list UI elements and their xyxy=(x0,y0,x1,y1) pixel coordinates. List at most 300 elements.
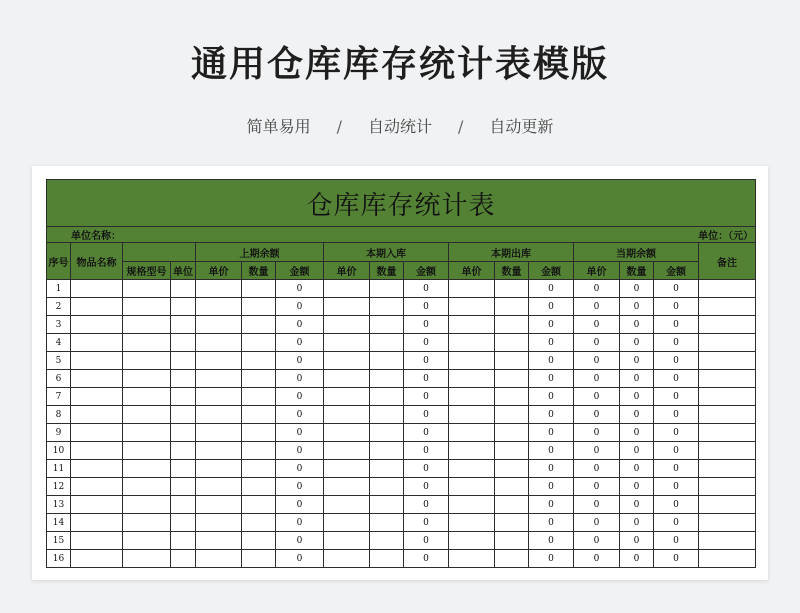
spec-cell[interactable] xyxy=(123,478,171,496)
item-name-cell[interactable] xyxy=(71,478,123,496)
cur-amount-cell[interactable]: 0 xyxy=(654,550,699,568)
header-quantity: 数量 xyxy=(370,262,404,280)
item-name-cell[interactable] xyxy=(71,388,123,406)
in-amount-cell[interactable]: 0 xyxy=(404,280,449,298)
spec-cell[interactable] xyxy=(123,352,171,370)
in-price-cell[interactable] xyxy=(324,442,370,460)
prev-qty-cell[interactable] xyxy=(242,478,276,496)
header-prev-balance: 上期余额 xyxy=(196,243,324,262)
cur-price-cell[interactable]: 0 xyxy=(574,550,620,568)
in-price-cell[interactable] xyxy=(324,496,370,514)
unit-cell[interactable] xyxy=(171,388,196,406)
unit-cell[interactable] xyxy=(171,406,196,424)
cur-amount-cell[interactable]: 0 xyxy=(654,352,699,370)
item-name-cell[interactable] xyxy=(71,442,123,460)
cur-amount-cell[interactable]: 0 xyxy=(654,370,699,388)
cur-amount-cell[interactable]: 0 xyxy=(654,442,699,460)
in-qty-cell[interactable] xyxy=(370,460,404,478)
out-qty-cell[interactable] xyxy=(495,532,529,550)
remark-cell[interactable] xyxy=(699,352,756,370)
prev-amount-cell[interactable]: 0 xyxy=(276,352,324,370)
in-qty-cell[interactable] xyxy=(370,298,404,316)
unit-cell[interactable] xyxy=(171,496,196,514)
prev-qty-cell[interactable] xyxy=(242,298,276,316)
in-price-cell[interactable] xyxy=(324,532,370,550)
out-amount-cell[interactable]: 0 xyxy=(529,496,574,514)
in-amount-cell[interactable]: 0 xyxy=(404,298,449,316)
in-amount-cell[interactable]: 0 xyxy=(404,334,449,352)
in-qty-cell[interactable] xyxy=(370,496,404,514)
in-price-cell[interactable] xyxy=(324,406,370,424)
out-price-cell[interactable] xyxy=(449,442,495,460)
out-qty-cell[interactable] xyxy=(495,298,529,316)
prev-price-cell[interactable] xyxy=(196,334,242,352)
remark-cell[interactable] xyxy=(699,550,756,568)
in-amount-cell[interactable]: 0 xyxy=(404,532,449,550)
cur-qty-cell[interactable]: 0 xyxy=(620,334,654,352)
cur-qty-cell[interactable]: 0 xyxy=(620,352,654,370)
row-index-cell[interactable]: 8 xyxy=(47,406,71,424)
prev-qty-cell[interactable] xyxy=(242,424,276,442)
prev-amount-cell[interactable]: 0 xyxy=(276,460,324,478)
in-price-cell[interactable] xyxy=(324,478,370,496)
row-index-cell[interactable]: 16 xyxy=(47,550,71,568)
prev-qty-cell[interactable] xyxy=(242,370,276,388)
out-qty-cell[interactable] xyxy=(495,442,529,460)
prev-price-cell[interactable] xyxy=(196,316,242,334)
table-row xyxy=(47,280,756,298)
prev-qty-cell[interactable] xyxy=(242,460,276,478)
in-amount-cell[interactable]: 0 xyxy=(404,442,449,460)
remark-cell[interactable] xyxy=(699,514,756,532)
prev-qty-cell[interactable] xyxy=(242,532,276,550)
cur-price-cell[interactable]: 0 xyxy=(574,442,620,460)
in-price-cell[interactable] xyxy=(324,316,370,334)
in-amount-cell[interactable]: 0 xyxy=(404,514,449,532)
unit-cell[interactable] xyxy=(171,514,196,532)
prev-amount-cell[interactable]: 0 xyxy=(276,298,324,316)
prev-qty-cell[interactable] xyxy=(242,406,276,424)
table-row xyxy=(47,460,756,478)
cur-amount-cell[interactable]: 0 xyxy=(654,298,699,316)
cur-price-cell[interactable]: 0 xyxy=(574,370,620,388)
prev-qty-cell[interactable] xyxy=(242,316,276,334)
out-amount-cell[interactable]: 0 xyxy=(529,424,574,442)
item-name-cell[interactable] xyxy=(71,460,123,478)
cur-price-cell[interactable]: 0 xyxy=(574,406,620,424)
out-price-cell[interactable] xyxy=(449,388,495,406)
out-price-cell[interactable] xyxy=(449,478,495,496)
out-qty-cell[interactable] xyxy=(495,370,529,388)
header-unit: 单位 xyxy=(171,262,196,280)
cur-qty-cell[interactable]: 0 xyxy=(620,424,654,442)
header-seq: 序号 xyxy=(47,243,71,280)
out-qty-cell[interactable] xyxy=(495,460,529,478)
header-spec: 规格型号 xyxy=(123,262,171,280)
out-amount-cell[interactable]: 0 xyxy=(529,370,574,388)
cur-amount-cell[interactable]: 0 xyxy=(654,406,699,424)
cur-qty-cell[interactable]: 0 xyxy=(620,298,654,316)
in-price-cell[interactable] xyxy=(324,550,370,568)
out-amount-cell[interactable]: 0 xyxy=(529,514,574,532)
spec-cell[interactable] xyxy=(123,532,171,550)
in-price-cell[interactable] xyxy=(324,352,370,370)
spec-cell[interactable] xyxy=(123,370,171,388)
cur-price-cell[interactable]: 0 xyxy=(574,496,620,514)
out-amount-cell[interactable]: 0 xyxy=(529,406,574,424)
in-amount-cell[interactable]: 0 xyxy=(404,316,449,334)
table-row xyxy=(47,424,756,442)
unit-cell[interactable] xyxy=(171,298,196,316)
out-price-cell[interactable] xyxy=(449,370,495,388)
prev-price-cell[interactable] xyxy=(196,550,242,568)
spec-cell[interactable] xyxy=(123,334,171,352)
out-amount-cell[interactable]: 0 xyxy=(529,388,574,406)
item-name-cell[interactable] xyxy=(71,370,123,388)
header-unit-price: 单价 xyxy=(574,262,620,280)
in-amount-cell[interactable]: 0 xyxy=(404,370,449,388)
in-qty-cell[interactable] xyxy=(370,388,404,406)
in-qty-cell[interactable] xyxy=(370,478,404,496)
in-qty-cell[interactable] xyxy=(370,424,404,442)
cur-qty-cell[interactable]: 0 xyxy=(620,478,654,496)
spec-cell[interactable] xyxy=(123,514,171,532)
table-row xyxy=(47,550,756,568)
cur-qty-cell[interactable]: 0 xyxy=(620,442,654,460)
out-qty-cell[interactable] xyxy=(495,478,529,496)
row-index-cell[interactable]: 9 xyxy=(47,424,71,442)
header-unit-price: 单价 xyxy=(196,262,242,280)
table-row xyxy=(47,298,756,316)
cur-price-cell[interactable]: 0 xyxy=(574,478,620,496)
row-index-cell[interactable]: 3 xyxy=(47,316,71,334)
cur-qty-cell[interactable]: 0 xyxy=(620,460,654,478)
unit-cell[interactable] xyxy=(171,352,196,370)
row-index-cell[interactable]: 14 xyxy=(47,514,71,532)
spec-cell[interactable] xyxy=(123,388,171,406)
remark-cell[interactable] xyxy=(699,478,756,496)
out-amount-cell[interactable]: 0 xyxy=(529,280,574,298)
prev-amount-cell[interactable]: 0 xyxy=(276,496,324,514)
out-amount-cell[interactable]: 0 xyxy=(529,352,574,370)
in-qty-cell[interactable] xyxy=(370,316,404,334)
cur-amount-cell[interactable]: 0 xyxy=(654,532,699,550)
unit-cell[interactable] xyxy=(171,442,196,460)
row-index-cell[interactable]: 10 xyxy=(47,442,71,460)
out-qty-cell[interactable] xyxy=(495,496,529,514)
prev-price-cell[interactable] xyxy=(196,406,242,424)
prev-price-cell[interactable] xyxy=(196,280,242,298)
cur-qty-cell[interactable]: 0 xyxy=(620,406,654,424)
item-name-cell[interactable] xyxy=(71,316,123,334)
subtitle-separator: / xyxy=(458,117,464,136)
spec-cell[interactable] xyxy=(123,424,171,442)
spec-cell[interactable] xyxy=(123,316,171,334)
in-amount-cell[interactable]: 0 xyxy=(404,424,449,442)
unit-cell[interactable] xyxy=(171,478,196,496)
cur-price-cell[interactable]: 0 xyxy=(574,514,620,532)
in-price-cell[interactable] xyxy=(324,388,370,406)
out-qty-cell[interactable] xyxy=(495,424,529,442)
in-amount-cell[interactable]: 0 xyxy=(404,460,449,478)
item-name-cell[interactable] xyxy=(71,298,123,316)
row-index-cell[interactable]: 7 xyxy=(47,388,71,406)
out-price-cell[interactable] xyxy=(449,496,495,514)
out-amount-cell[interactable]: 0 xyxy=(529,460,574,478)
row-index-cell[interactable]: 1 xyxy=(47,280,71,298)
unit-cell[interactable] xyxy=(171,280,196,298)
prev-qty-cell[interactable] xyxy=(242,388,276,406)
prev-price-cell[interactable] xyxy=(196,442,242,460)
remark-cell[interactable] xyxy=(699,388,756,406)
out-price-cell[interactable] xyxy=(449,532,495,550)
out-amount-cell[interactable]: 0 xyxy=(529,532,574,550)
prev-qty-cell[interactable] xyxy=(242,550,276,568)
out-qty-cell[interactable] xyxy=(495,352,529,370)
prev-price-cell[interactable] xyxy=(196,532,242,550)
in-qty-cell[interactable] xyxy=(370,532,404,550)
cur-amount-cell[interactable]: 0 xyxy=(654,514,699,532)
item-name-cell[interactable] xyxy=(71,352,123,370)
out-qty-cell[interactable] xyxy=(495,550,529,568)
prev-qty-cell[interactable] xyxy=(242,334,276,352)
out-amount-cell[interactable]: 0 xyxy=(529,316,574,334)
header-quantity: 数量 xyxy=(242,262,276,280)
cur-price-cell[interactable]: 0 xyxy=(574,298,620,316)
cur-qty-cell[interactable]: 0 xyxy=(620,514,654,532)
out-qty-cell[interactable] xyxy=(495,514,529,532)
unit-cell[interactable] xyxy=(171,370,196,388)
in-price-cell[interactable] xyxy=(324,334,370,352)
spec-cell[interactable] xyxy=(123,496,171,514)
cur-price-cell[interactable]: 0 xyxy=(574,280,620,298)
out-price-cell[interactable] xyxy=(449,352,495,370)
cur-amount-cell[interactable]: 0 xyxy=(654,424,699,442)
remark-cell[interactable] xyxy=(699,370,756,388)
in-amount-cell[interactable]: 0 xyxy=(404,406,449,424)
cur-price-cell[interactable]: 0 xyxy=(574,388,620,406)
out-amount-cell[interactable]: 0 xyxy=(529,298,574,316)
in-qty-cell[interactable] xyxy=(370,352,404,370)
cur-amount-cell[interactable]: 0 xyxy=(654,460,699,478)
spec-cell[interactable] xyxy=(123,280,171,298)
row-index-cell[interactable]: 15 xyxy=(47,532,71,550)
in-amount-cell[interactable]: 0 xyxy=(404,352,449,370)
cur-qty-cell[interactable]: 0 xyxy=(620,388,654,406)
item-name-cell[interactable] xyxy=(71,406,123,424)
prev-amount-cell[interactable]: 0 xyxy=(276,388,324,406)
out-amount-cell[interactable]: 0 xyxy=(529,442,574,460)
prev-price-cell[interactable] xyxy=(196,388,242,406)
table-row xyxy=(47,388,756,406)
remark-cell[interactable] xyxy=(699,316,756,334)
row-index-cell[interactable]: 13 xyxy=(47,496,71,514)
out-qty-cell[interactable] xyxy=(495,316,529,334)
cur-amount-cell[interactable]: 0 xyxy=(654,496,699,514)
prev-price-cell[interactable] xyxy=(196,370,242,388)
remark-cell[interactable] xyxy=(699,280,756,298)
cur-price-cell[interactable]: 0 xyxy=(574,460,620,478)
unit-cell[interactable] xyxy=(171,424,196,442)
cur-qty-cell[interactable]: 0 xyxy=(620,550,654,568)
unit-cell[interactable] xyxy=(171,532,196,550)
prev-amount-cell[interactable]: 0 xyxy=(276,370,324,388)
subtitle-bar xyxy=(0,114,800,137)
spreadsheet xyxy=(46,179,768,580)
remark-cell[interactable] xyxy=(699,406,756,424)
header-quantity: 数量 xyxy=(620,262,654,280)
remark-cell[interactable] xyxy=(699,496,756,514)
prev-amount-cell[interactable]: 0 xyxy=(276,514,324,532)
cur-price-cell[interactable]: 0 xyxy=(574,334,620,352)
prev-price-cell[interactable] xyxy=(196,298,242,316)
table-row xyxy=(47,316,756,334)
spec-cell[interactable] xyxy=(123,406,171,424)
out-price-cell[interactable] xyxy=(449,316,495,334)
spec-cell[interactable] xyxy=(123,442,171,460)
item-name-cell[interactable] xyxy=(71,550,123,568)
out-price-cell[interactable] xyxy=(449,550,495,568)
out-qty-cell[interactable] xyxy=(495,388,529,406)
out-price-cell[interactable] xyxy=(449,424,495,442)
prev-price-cell[interactable] xyxy=(196,514,242,532)
prev-qty-cell[interactable] xyxy=(242,442,276,460)
item-name-cell[interactable] xyxy=(71,424,123,442)
out-price-cell[interactable] xyxy=(449,334,495,352)
out-price-cell[interactable] xyxy=(449,514,495,532)
cur-qty-cell[interactable]: 0 xyxy=(620,280,654,298)
header-amount: 金额 xyxy=(276,262,324,280)
row-index-cell[interactable]: 2 xyxy=(47,298,71,316)
in-qty-cell[interactable] xyxy=(370,550,404,568)
prev-amount-cell[interactable]: 0 xyxy=(276,424,324,442)
subtitle-item: 自动更新 xyxy=(489,117,554,136)
out-price-cell[interactable] xyxy=(449,406,495,424)
spec-cell[interactable] xyxy=(123,550,171,568)
in-price-cell[interactable] xyxy=(324,370,370,388)
page-title: 通用仓库库存统计表模版 xyxy=(190,44,609,85)
out-amount-cell[interactable]: 0 xyxy=(529,478,574,496)
in-price-cell[interactable] xyxy=(324,298,370,316)
cur-amount-cell[interactable]: 0 xyxy=(654,334,699,352)
cur-price-cell[interactable]: 0 xyxy=(574,316,620,334)
in-amount-cell[interactable]: 0 xyxy=(404,496,449,514)
cur-price-cell[interactable]: 0 xyxy=(574,532,620,550)
in-amount-cell[interactable]: 0 xyxy=(404,478,449,496)
in-amount-cell[interactable]: 0 xyxy=(404,550,449,568)
remark-cell[interactable] xyxy=(699,298,756,316)
cur-amount-cell[interactable]: 0 xyxy=(654,388,699,406)
out-price-cell[interactable] xyxy=(449,280,495,298)
prev-amount-cell[interactable]: 0 xyxy=(276,406,324,424)
cur-qty-cell[interactable]: 0 xyxy=(620,532,654,550)
in-amount-cell[interactable]: 0 xyxy=(404,388,449,406)
in-qty-cell[interactable] xyxy=(370,514,404,532)
prev-qty-cell[interactable] xyxy=(242,496,276,514)
row-index-cell[interactable]: 4 xyxy=(47,334,71,352)
item-name-cell[interactable] xyxy=(71,496,123,514)
item-name-cell[interactable] xyxy=(71,334,123,352)
header-blank xyxy=(123,243,196,262)
out-qty-cell[interactable] xyxy=(495,334,529,352)
prev-amount-cell[interactable]: 0 xyxy=(276,532,324,550)
out-price-cell[interactable] xyxy=(449,298,495,316)
in-price-cell[interactable] xyxy=(324,424,370,442)
remark-cell[interactable] xyxy=(699,424,756,442)
prev-amount-cell[interactable]: 0 xyxy=(276,550,324,568)
in-qty-cell[interactable] xyxy=(370,334,404,352)
cur-qty-cell[interactable]: 0 xyxy=(620,370,654,388)
out-amount-cell[interactable]: 0 xyxy=(529,550,574,568)
currency-unit-label: 单位：（元） xyxy=(370,227,756,243)
item-name-cell[interactable] xyxy=(71,280,123,298)
row-index-cell[interactable]: 12 xyxy=(47,478,71,496)
cur-amount-cell[interactable]: 0 xyxy=(654,316,699,334)
in-price-cell[interactable] xyxy=(324,514,370,532)
out-qty-cell[interactable] xyxy=(495,280,529,298)
out-price-cell[interactable] xyxy=(449,460,495,478)
prev-amount-cell[interactable]: 0 xyxy=(276,280,324,298)
cur-qty-cell[interactable]: 0 xyxy=(620,496,654,514)
item-name-cell[interactable] xyxy=(71,532,123,550)
header-in-period: 本期入库 xyxy=(324,243,449,262)
remark-cell[interactable] xyxy=(699,460,756,478)
subtitle-item: 自动统计 xyxy=(367,117,432,136)
prev-amount-cell[interactable]: 0 xyxy=(276,316,324,334)
header-remark: 备注 xyxy=(699,243,756,280)
spec-cell[interactable] xyxy=(123,460,171,478)
unit-cell[interactable] xyxy=(171,460,196,478)
in-qty-cell[interactable] xyxy=(370,280,404,298)
prev-amount-cell[interactable]: 0 xyxy=(276,334,324,352)
item-name-cell[interactable] xyxy=(71,514,123,532)
prev-price-cell[interactable] xyxy=(196,352,242,370)
out-qty-cell[interactable] xyxy=(495,406,529,424)
row-index-cell[interactable]: 6 xyxy=(47,370,71,388)
spec-cell[interactable] xyxy=(123,298,171,316)
cur-price-cell[interactable]: 0 xyxy=(574,424,620,442)
in-qty-cell[interactable] xyxy=(370,406,404,424)
prev-qty-cell[interactable] xyxy=(242,280,276,298)
in-qty-cell[interactable] xyxy=(370,442,404,460)
cur-amount-cell[interactable]: 0 xyxy=(654,478,699,496)
prev-qty-cell[interactable] xyxy=(242,514,276,532)
prev-price-cell[interactable] xyxy=(196,496,242,514)
unit-cell[interactable] xyxy=(171,334,196,352)
prev-price-cell[interactable] xyxy=(196,460,242,478)
in-price-cell[interactable] xyxy=(324,280,370,298)
cur-price-cell[interactable]: 0 xyxy=(574,352,620,370)
remark-cell[interactable] xyxy=(699,334,756,352)
row-index-cell[interactable]: 11 xyxy=(47,460,71,478)
cur-amount-cell[interactable]: 0 xyxy=(654,280,699,298)
in-price-cell[interactable] xyxy=(324,460,370,478)
cur-qty-cell[interactable]: 0 xyxy=(620,316,654,334)
unit-cell[interactable] xyxy=(171,550,196,568)
header-out-period: 本期出库 xyxy=(449,243,574,262)
remark-cell[interactable] xyxy=(699,532,756,550)
remark-cell[interactable] xyxy=(699,442,756,460)
out-amount-cell[interactable]: 0 xyxy=(529,334,574,352)
prev-amount-cell[interactable]: 0 xyxy=(276,478,324,496)
prev-price-cell[interactable] xyxy=(196,424,242,442)
prev-price-cell[interactable] xyxy=(196,478,242,496)
row-index-cell[interactable]: 5 xyxy=(47,352,71,370)
prev-amount-cell[interactable]: 0 xyxy=(276,442,324,460)
in-qty-cell[interactable] xyxy=(370,370,404,388)
prev-qty-cell[interactable] xyxy=(242,352,276,370)
unit-cell[interactable] xyxy=(171,316,196,334)
